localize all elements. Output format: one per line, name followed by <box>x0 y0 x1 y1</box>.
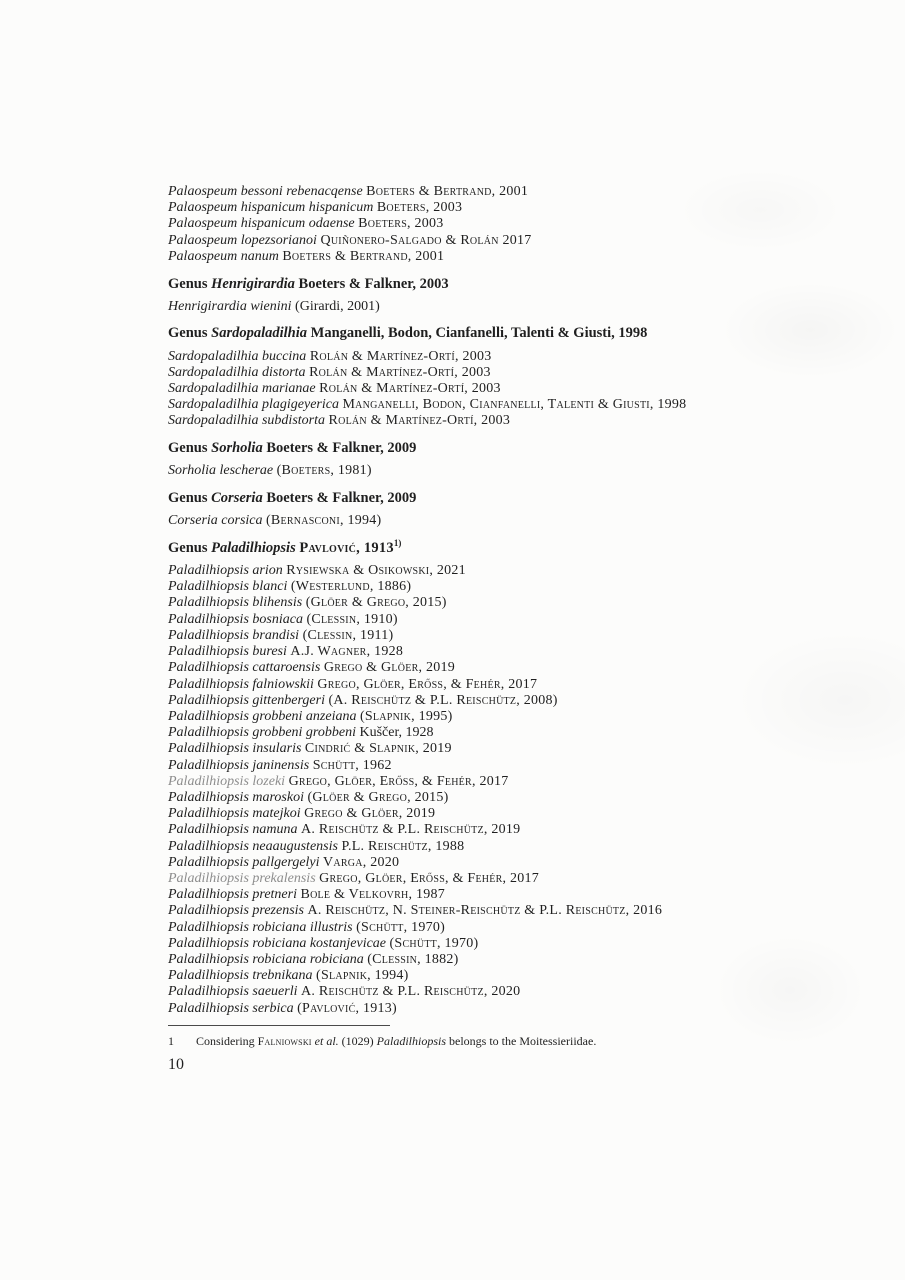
species-authority: (Glöer & Grego, 2015) <box>307 789 449 805</box>
footnote-ref: 1) <box>393 538 402 549</box>
species-entry <box>168 984 788 1000</box>
species-name: Sorholia lescherae <box>168 463 274 479</box>
species-name: Paladilhiopsis grobbeni anzeiana <box>168 708 357 724</box>
species-name: Paladilhiopsis neaaugustensis <box>168 838 338 854</box>
genus-section <box>168 539 788 1017</box>
species-entry <box>168 887 788 903</box>
species-authority: Grego, Glöer, Erőss, & Fehér, 2017 <box>288 773 509 789</box>
species-entry <box>168 1001 788 1017</box>
species-authority: Grego & Glöer, 2019 <box>304 806 436 822</box>
genus-label: Genus <box>168 275 212 292</box>
genus-section <box>168 489 788 529</box>
species-name: Paladilhiopsis prezensis <box>168 903 304 919</box>
species-entry <box>168 871 788 887</box>
species-name: Sardopaladilhia plagigeyerica <box>168 397 339 413</box>
species-name: Paladilhiopsis falniowskii <box>168 676 314 692</box>
footnote <box>168 1034 788 1049</box>
species-entry <box>168 579 788 595</box>
species-entry <box>168 952 788 968</box>
genus-heading <box>168 324 788 342</box>
footnote-segment: et al. <box>314 1034 339 1048</box>
species-authority: P.L. Reischütz, 1988 <box>341 838 465 854</box>
species-authority: A.J. Wagner, 1928 <box>290 644 404 660</box>
species-name: Paladilhiopsis gittenbergeri <box>168 692 325 708</box>
species-authority: Kuščer, 1928 <box>359 725 434 741</box>
genus-name: Henrigirardia <box>211 275 295 292</box>
species-name: Paladilhiopsis maroskoi <box>168 789 304 805</box>
species-entry <box>168 920 788 936</box>
species-entry <box>168 413 788 429</box>
species-name: Paladilhiopsis trebnikana <box>168 968 313 984</box>
species-authority: Quiñonero-Salgado & Rolán 2017 <box>320 232 532 248</box>
genus-section <box>168 324 788 429</box>
genus-authority: Boeters & Falkner, 2003 <box>298 275 449 292</box>
genus-label: Genus <box>168 539 212 556</box>
genus-name: Paladilhiopsis <box>211 539 296 556</box>
genus-authority: Manganelli, Bodon, Cianfanelli, Talenti & Giusti, 1998 <box>310 325 648 342</box>
species-entry <box>168 595 788 611</box>
species-entry <box>168 855 788 871</box>
species-name: Paladilhiopsis arion <box>168 563 283 579</box>
taxonomic-list <box>168 184 788 1017</box>
species-authority: (Slapnik, 1995) <box>359 708 453 724</box>
species-name: Sardopaladilhia subdistorta <box>168 413 326 429</box>
species-name: Paladilhiopsis brandisi <box>168 627 300 643</box>
species-entry <box>168 806 788 822</box>
footnote-marker: 1 <box>168 1034 174 1048</box>
species-name: Paladilhiopsis robiciana robiciana <box>168 951 364 967</box>
species-authority: Schütt, 1962 <box>312 757 392 773</box>
species-entry <box>168 709 788 725</box>
species-name: Paladilhiopsis pretneri <box>168 887 297 903</box>
species-entry <box>168 677 788 693</box>
genus-name: Sorholia <box>211 440 263 457</box>
species-authority: (Westerlund, 1886) <box>290 579 412 595</box>
species-authority: Rolán & Martínez-Ortí, 2003 <box>319 381 501 396</box>
species-authority: Grego & Glöer, 2019 <box>323 660 456 676</box>
species-entry <box>168 200 788 216</box>
species-authority: (Schütt, 1970) <box>389 935 479 951</box>
species-authority: Cindrić & Slapnik, 2019 <box>304 741 452 757</box>
genus-label: Genus <box>168 440 212 457</box>
species-entry <box>168 381 788 397</box>
genus-section <box>168 275 788 315</box>
species-name: Paladilhiopsis pallgergelyi <box>168 854 320 870</box>
species-entry <box>168 822 788 838</box>
genus-section <box>168 439 788 479</box>
species-entry <box>168 249 788 265</box>
species-authority: (Clessin, 1911) <box>302 627 394 643</box>
species-entry <box>168 365 788 381</box>
species-authority: Manganelli, Bodon, Cianfanelli, Talenti & Giusti, 1998 <box>342 397 687 413</box>
species-authority: (Slapnik, 1994) <box>316 968 409 984</box>
species-entry <box>168 233 788 249</box>
species-name: Paladilhiopsis prekalensis <box>168 870 316 886</box>
species-entry <box>168 513 788 529</box>
genus-heading <box>168 489 788 507</box>
species-entry <box>168 790 788 806</box>
species-name: Paladilhiopsis serbica <box>168 1000 294 1016</box>
species-name: Palaospeum lopezsorianoi <box>168 232 317 248</box>
footnote-text <box>196 1034 596 1048</box>
species-authority: (Clessin, 1910) <box>306 611 398 627</box>
species-name: Sardopaladilhia distorta <box>168 364 306 380</box>
species-name: Paladilhiopsis buresi <box>168 644 287 660</box>
species-entry <box>168 660 788 676</box>
species-authority: (Boeters, 1981) <box>276 463 372 479</box>
species-entry <box>168 741 788 757</box>
species-name: Sardopaladilhia buccina <box>168 348 307 364</box>
species-entry <box>168 349 788 365</box>
genus-label: Genus <box>168 490 212 506</box>
species-authority: Boeters, 2003 <box>358 216 444 232</box>
species-name: Paladilhiopsis grobbeni grobbeni <box>168 725 356 741</box>
species-name: Paladilhiopsis robiciana kostanjevicae <box>168 935 387 951</box>
species-entry <box>168 774 788 790</box>
species-authority: (Glöer & Grego, 2015) <box>305 595 447 611</box>
species-name: Paladilhiopsis robiciana illustris <box>168 919 353 935</box>
footnote-divider <box>168 1025 390 1026</box>
species-authority: A. Reischütz & P.L. Reischütz, 2020 <box>301 984 521 1000</box>
genus-heading <box>168 439 788 457</box>
species-authority: Bole & Velkovrh, 1987 <box>300 887 446 903</box>
species-entry <box>168 644 788 660</box>
species-name: Paladilhiopsis insularis <box>168 741 302 757</box>
species-name: Paladilhiopsis janinensis <box>168 757 310 773</box>
genus-heading <box>168 275 788 293</box>
species-authority: A. Reischütz & P.L. Reischütz, 2019 <box>301 822 521 838</box>
species-authority: Rolán & Martínez-Ortí, 2003 <box>309 364 491 380</box>
species-name: Paladilhiopsis matejkoi <box>168 806 301 822</box>
species-authority: Boeters & Bertrand, 2001 <box>282 248 445 264</box>
species-name: Corseria corsica <box>168 513 263 529</box>
species-authority: (Girardi, 2001) <box>295 298 380 314</box>
species-name: Paladilhiopsis saeuerli <box>168 984 298 1000</box>
page-number: 10 <box>168 1056 184 1073</box>
species-authority: (Pavlović, 1913) <box>297 1000 397 1016</box>
species-authority: A. Reischütz, N. Steiner-Reischütz & P.L. Reischütz, 2016 <box>307 903 663 919</box>
genus-heading <box>168 539 788 557</box>
species-entry <box>168 758 788 774</box>
species-entry <box>168 563 788 579</box>
species-entry <box>168 299 788 315</box>
species-authority: (Bernasconi, 1994) <box>266 513 382 529</box>
species-authority: Rysiewska & Osikowski, 2021 <box>286 563 466 579</box>
species-entry <box>168 903 788 919</box>
species-entry <box>168 397 788 413</box>
genus-label: Genus <box>168 325 212 342</box>
species-entry <box>168 693 788 709</box>
genus-authority: Boeters & Falkner, 2009 <box>266 440 417 457</box>
species-entry <box>168 612 788 628</box>
species-entry <box>168 936 788 952</box>
species-entry <box>168 839 788 855</box>
species-name: Palaospeum nanum <box>168 248 279 264</box>
genus-authority: Boeters & Falkner, 2009 <box>266 490 417 506</box>
species-authority: Rolán & Martínez-Ortí, 2003 <box>309 348 492 364</box>
species-entry <box>168 463 788 479</box>
species-authority: Varga, 2020 <box>323 854 400 870</box>
species-authority: Boeters & Bertrand, 2001 <box>366 184 529 199</box>
species-entry <box>168 628 788 644</box>
species-authority: (A. Reischütz & P.L. Reischütz, 2008) <box>328 692 558 708</box>
species-name: Paladilhiopsis blanci <box>168 579 288 595</box>
species-entry <box>168 184 788 200</box>
species-authority: Boeters, 2003 <box>376 200 463 216</box>
species-name: Henrigirardia wienini <box>168 298 292 314</box>
species-name: Palaospeum bessoni rebenacqense <box>168 184 363 199</box>
species-authority: Rolán & Martínez-Ortí, 2003 <box>328 413 511 429</box>
species-name: Paladilhiopsis lozeki <box>168 773 286 789</box>
species-name: Paladilhiopsis cattaroensis <box>168 660 321 676</box>
species-name: Paladilhiopsis bosniaca <box>168 611 303 627</box>
species-authority: (Schütt, 1970) <box>356 919 446 935</box>
species-name: Sardopaladilhia marianae <box>168 381 316 396</box>
genus-section <box>168 184 788 265</box>
genus-name: Sardopaladilhia <box>211 325 308 342</box>
species-name: Paladilhiopsis blihensis <box>168 595 303 611</box>
footnote-segment: (1029) <box>338 1034 377 1048</box>
species-authority: Grego, Glöer, Erőss, & Fehér, 2017 <box>319 870 540 886</box>
footnote-segment: Considering <box>196 1034 258 1048</box>
species-entry <box>168 725 788 741</box>
species-entry <box>168 216 788 232</box>
species-name: Paladilhiopsis namuna <box>168 822 298 838</box>
footnote-segment: belongs to the Moitessieriidae. <box>446 1034 597 1048</box>
species-authority: (Clessin, 1882) <box>367 951 459 967</box>
species-entry <box>168 968 788 984</box>
species-name: Palaospeum hispanicum odaense <box>168 216 355 232</box>
footnote-segment: Paladilhiopsis <box>376 1034 447 1048</box>
genus-name: Corseria <box>211 490 263 506</box>
footnote-segment: Falniowski <box>257 1034 312 1048</box>
species-authority: Grego, Glöer, Erőss, & Fehér, 2017 <box>317 676 538 692</box>
genus-authority: Pavlović, 1913 <box>299 539 394 556</box>
species-name: Palaospeum hispanicum hispanicum <box>168 200 374 216</box>
